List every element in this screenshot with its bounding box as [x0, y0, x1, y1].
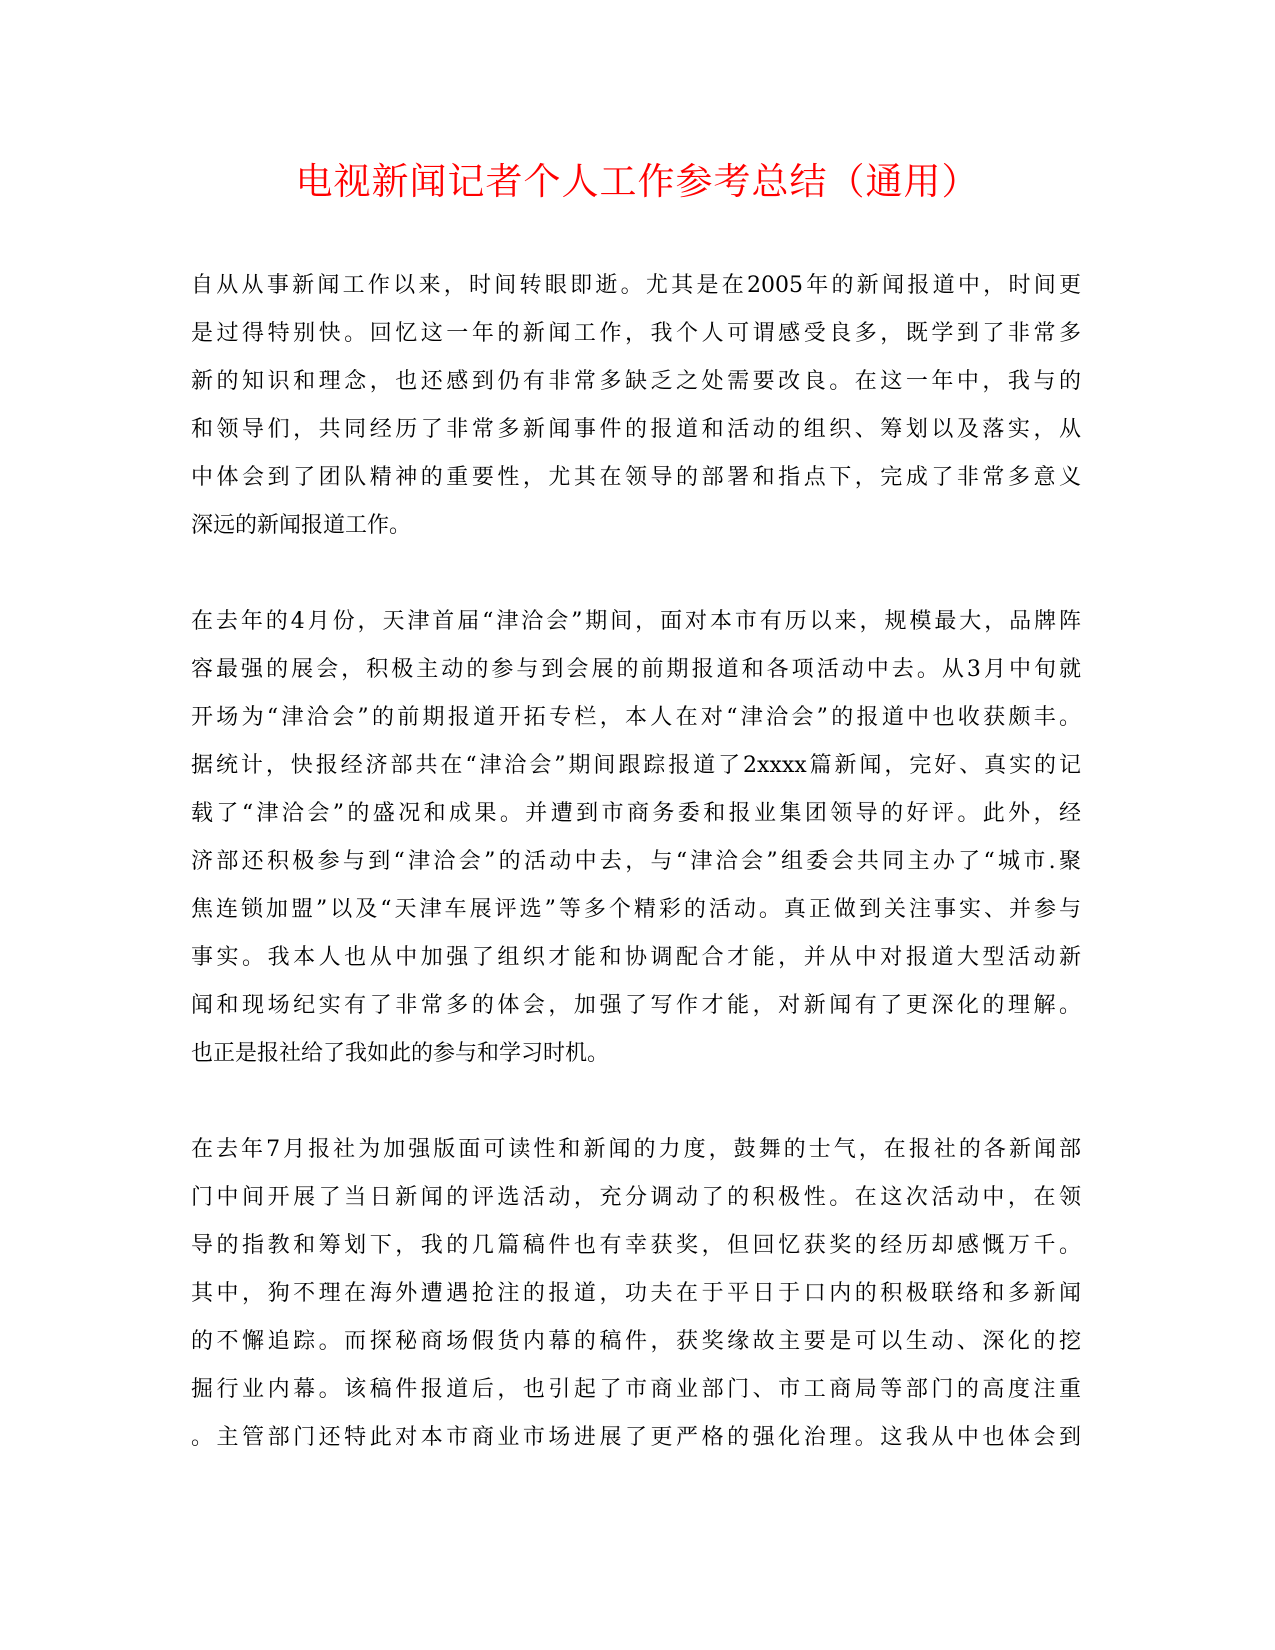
text-line: 焦连锁加盟”以及“天津车展评选”等多个精彩的活动。真正做到关注事实、并参与 — [191, 897, 1081, 922]
text-line: 其中，狗不理在海外遭遇抢注的报道，功夫在于平日于口内的积极联络和多新闻 — [191, 1281, 1081, 1306]
text-line: 的不懈追踪。而探秘商场假货内幕的稿件，获奖缘故主要是可以生动、深化的挖 — [191, 1329, 1081, 1354]
text-line: 济部还积极参与到“津洽会”的活动中去，与“津洽会”组委会共同主办了“城市.聚 — [191, 849, 1081, 874]
text-line: 和领导们，共同经历了非常多新闻事件的报道和活动的组织、筹划以及落实，从 — [191, 417, 1081, 442]
text-line: 在去年的4月份，天津首届“津洽会”期间，面对本市有历以来，规模最大，品牌阵 — [191, 609, 1081, 634]
document-body — [191, 262, 1081, 1462]
text-line: 也正是报社给了我如此的参与和学习时机。 — [191, 1041, 610, 1066]
text-line: 掘行业内幕。该稿件报道后，也引起了市商业部门、市工商局等部门的高度注重 — [191, 1377, 1081, 1402]
text-line: 载了“津洽会”的盛况和成果。并遭到市商务委和报业集团领导的好评。此外，经 — [191, 801, 1081, 826]
text-line: 门中间开展了当日新闻的评选活动，充分调动了的积极性。在这次活动中，在领 — [191, 1185, 1081, 1210]
text-line: 开场为“津洽会”的前期报道开拓专栏，本人在对“津洽会”的报道中也收获颇丰。 — [191, 705, 1081, 730]
text-line: 事实。我本人也从中加强了组织才能和协调配合才能，并从中对报道大型活动新 — [191, 945, 1081, 970]
paragraph-1 — [191, 262, 1081, 550]
text-line: 自从从事新闻工作以来，时间转眼即逝。尤其是在2005年的新闻报道中，时间更 — [191, 273, 1081, 298]
text-line: 容最强的展会，积极主动的参与到会展的前期报道和各项活动中去。从3月中旬就 — [191, 657, 1081, 682]
text-line: 中体会到了团队精神的重要性，尤其在领导的部署和指点下，完成了非常多意义 — [191, 465, 1081, 490]
text-line: 据统计，快报经济部共在“津洽会”期间跟踪报道了2xxxx篇新闻，完好、真实的记 — [191, 753, 1081, 778]
text-line: 是过得特别快。回忆这一年的新闻工作，我个人可谓感受良多，既学到了非常多 — [191, 321, 1081, 346]
text-line: 新的知识和理念，也还感到仍有非常多缺乏之处需要改良。在这一年中，我与的 — [191, 369, 1081, 394]
text-line: 在去年7月报社为加强版面可读性和新闻的力度，鼓舞的士气，在报社的各新闻部 — [191, 1137, 1081, 1162]
paragraph-3 — [191, 1126, 1081, 1462]
text-line: 闻和现场纪实有了非常多的体会，加强了写作才能，对新闻有了更深化的理解。 — [191, 993, 1081, 1018]
document-title: 电视新闻记者个人工作参考总结（通用） — [295, 160, 980, 203]
text-line: 深远的新闻报道工作。 — [191, 513, 412, 538]
text-line: 。主管部门还特此对本市商业市场进展了更严格的强化治理。这我从中也体会到 — [191, 1425, 1081, 1450]
paragraph-2 — [191, 598, 1081, 1078]
text-line: 导的指教和筹划下，我的几篇稿件也有幸获奖，但回忆获奖的经历却感慨万千。 — [191, 1233, 1081, 1258]
